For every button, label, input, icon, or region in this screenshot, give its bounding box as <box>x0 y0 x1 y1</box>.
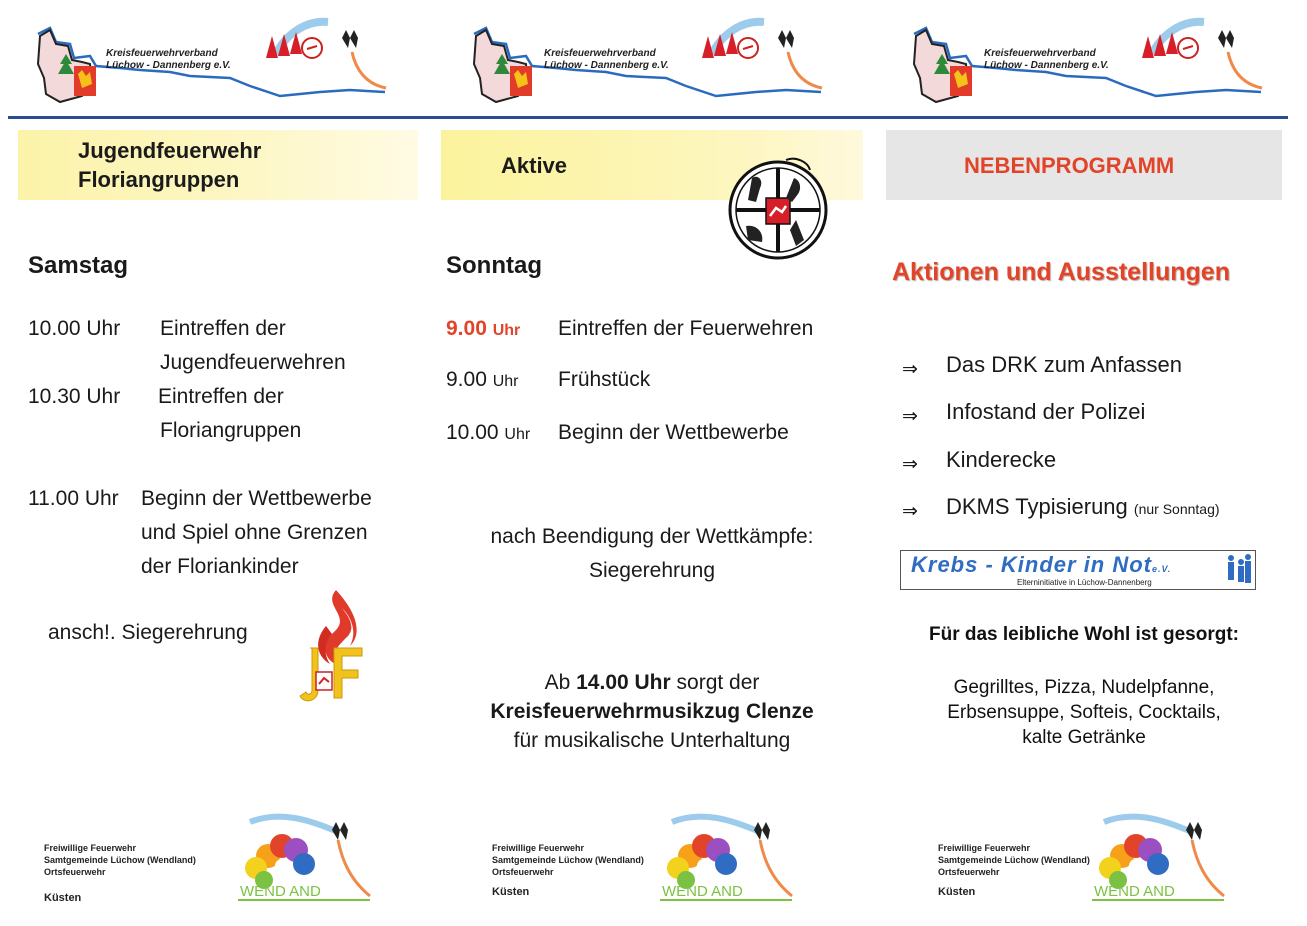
org-line1: Kreisfeuerwehrverband <box>544 48 656 59</box>
schedule-text: Jugendfeuerwehren <box>160 351 346 374</box>
footer-place: Küsten <box>44 892 82 904</box>
footer-line3: Ortsfeuerwehr <box>938 867 1000 877</box>
feuerwehr-seal-icon <box>726 156 832 262</box>
footer-line2: Samtgemeinde Lüchow (Wendland) <box>44 855 196 865</box>
footer-line1: Freiwillige Feuerwehr <box>492 843 585 853</box>
arrow-icon: ⇒ <box>902 406 918 427</box>
flame-icon <box>296 586 376 710</box>
footer-line1: Freiwillige Feuerwehr <box>44 843 137 853</box>
day-samstag: Samstag <box>28 252 129 279</box>
schedule-time: 10.00 Uhr <box>28 317 121 340</box>
banner-jugendfeuerwehr <box>18 130 418 200</box>
footer-line2: Samtgemeinde Lüchow (Wendland) <box>492 855 644 865</box>
day-sonntag: Sonntag <box>446 252 542 279</box>
schedule-text: Frühstück <box>558 368 651 391</box>
music-prefix: Ab <box>544 671 577 694</box>
after-line2: Siegerehrung <box>588 559 716 582</box>
feuerwehr-seal <box>726 156 832 262</box>
music-announcement <box>431 668 873 755</box>
org-line1: Kreisfeuerwehrverband <box>106 48 218 59</box>
schedule-time <box>446 312 520 348</box>
schedule-text: Floriangruppen <box>160 419 302 442</box>
schedule-text: Beginn der Wettbewerbe <box>558 421 789 444</box>
time-number: 10.00 <box>446 421 499 444</box>
header-divider <box>8 116 1288 119</box>
banner-title: NEBENPROGRAMM <box>964 153 1175 178</box>
footer-logo-left <box>44 810 404 910</box>
org-line2: Lüchow - Dannenberg e.V. <box>984 60 1109 71</box>
program-item: Infostand der Polizei <box>946 399 1146 424</box>
program-item-text: DKMS Typisierung <box>946 494 1128 519</box>
family-icon <box>1223 553 1253 587</box>
krebs-subline: Elterninitiative in Lüchow-Dannenberg <box>1017 578 1152 587</box>
program-item: Kinderecke <box>946 447 1057 472</box>
food-line1: Gegrilltes, Pizza, Nudelpfanne, <box>953 677 1215 698</box>
krebs-suffix: e.V. <box>1152 564 1172 574</box>
banner-title: Aktive <box>501 153 568 178</box>
banner-nebenprogramm <box>886 130 1282 200</box>
time-unit: Uhr <box>492 322 521 339</box>
after-competition <box>441 520 863 588</box>
music-band: Kreisfeuerwehrmusikzug Clenze <box>490 700 814 723</box>
arrow-icon: ⇒ <box>902 501 918 522</box>
org-line2: Lüchow - Dannenberg e.V. <box>106 60 231 71</box>
food-line3: kalte Getränke <box>1022 727 1146 748</box>
program-item: Das DRK zum Anfassen <box>946 352 1182 377</box>
schedule-text: der Floriankinder <box>141 555 299 578</box>
footer-line2: Samtgemeinde Lüchow (Wendland) <box>938 855 1090 865</box>
schedule-text: Eintreffen der Feuerwehren <box>558 317 814 340</box>
banner-title-line2: Floriangruppen <box>78 167 240 192</box>
wendland-logo-icon <box>1074 810 1258 906</box>
header-logo-left <box>30 14 390 106</box>
org-line2: Lüchow - Dannenberg e.V. <box>544 60 669 71</box>
aktionen-heading: Aktionen und Ausstellungen <box>892 258 1230 286</box>
closing-siegerehrung: ansch!. Siegerehrung <box>48 621 248 644</box>
time-unit: Uhr <box>492 373 519 390</box>
time-number: 9.00 <box>446 317 487 340</box>
food-heading: Für das leibliche Wohl ist gesorgt: <box>928 624 1240 645</box>
wendland-text: WEND AND <box>662 883 743 900</box>
krebs-kinder-logo <box>900 550 1256 590</box>
music-time: 14.00 Uhr <box>576 671 671 694</box>
food-list <box>886 675 1282 750</box>
time-unit: Uhr <box>504 426 531 443</box>
footer-place: Küsten <box>492 886 530 898</box>
footer-logo-middle <box>492 810 852 910</box>
schedule-time <box>446 363 519 399</box>
footer-logo-right <box>938 810 1298 910</box>
after-line1: nach Beendigung der Wettkämpfe: <box>490 525 814 548</box>
time-number: 9.00 <box>446 368 487 391</box>
wendland-logo-icon <box>220 810 404 906</box>
wendland-logo-icon <box>642 810 826 906</box>
schedule-text: Eintreffen der <box>160 317 286 340</box>
header-logo-right <box>906 14 1266 106</box>
header-logo-middle <box>466 14 826 106</box>
music-suffix: sorgt der <box>670 671 760 694</box>
schedule-text: Eintreffen der <box>158 385 284 408</box>
schedule-text: und Spiel ohne Grenzen <box>141 521 368 544</box>
program-item-note: (nur Sonntag) <box>1133 501 1220 517</box>
wendland-text: WEND AND <box>1094 883 1175 900</box>
schedule-text: Beginn der Wettbewerbe <box>141 487 372 510</box>
schedule-time: 11.00 Uhr <box>28 487 119 510</box>
food-line2: Erbsensuppe, Softeis, Cocktails, <box>947 702 1221 723</box>
schedule-time <box>446 416 530 452</box>
wendland-text: WEND AND <box>240 883 321 900</box>
footer-line3: Ortsfeuerwehr <box>492 867 554 877</box>
program-item <box>946 494 1220 520</box>
footer-line3: Ortsfeuerwehr <box>44 867 106 877</box>
footer-place: Küsten <box>938 886 976 898</box>
krebs-title: Krebs - Kinder in Not <box>911 552 1153 577</box>
arrow-icon: ⇒ <box>902 454 918 475</box>
banner-title-line1: Jugendfeuerwehr <box>78 138 262 163</box>
schedule-time: 10.30 Uhr <box>28 385 121 408</box>
jugendfeuerwehr-logo <box>296 586 376 710</box>
footer-line1: Freiwillige Feuerwehr <box>938 843 1031 853</box>
arrow-icon: ⇒ <box>902 359 918 380</box>
org-line1: Kreisfeuerwehrverband <box>984 48 1096 59</box>
music-line3: für musikalische Unterhaltung <box>513 729 791 752</box>
